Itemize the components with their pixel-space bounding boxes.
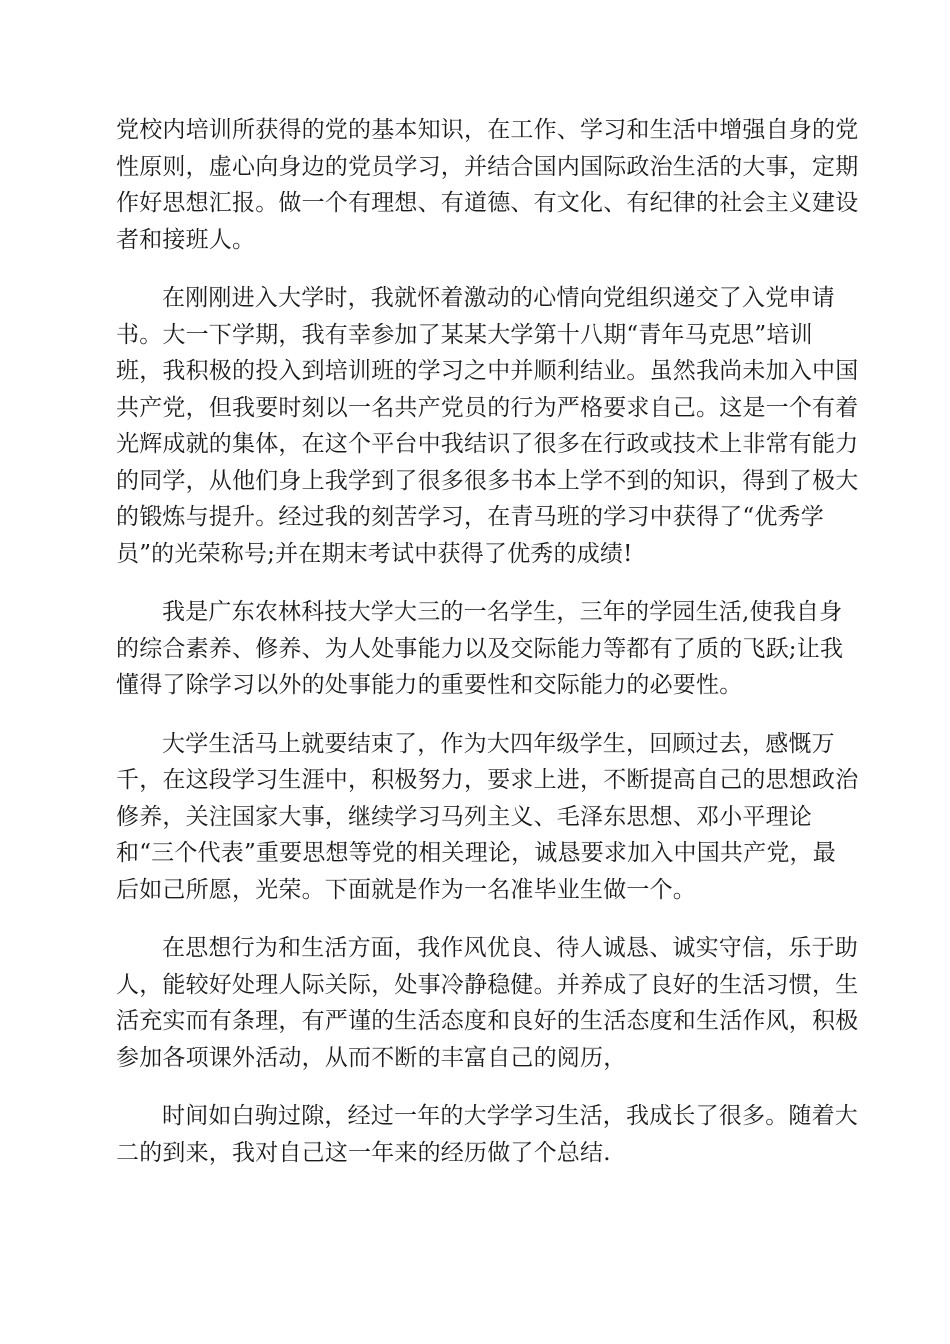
text-line: 在思想行为和生活方面，我作风优良、待人诚恳、诚实守信，乐于助 [162,935,858,961]
paragraph-2 [116,280,859,572]
text-line: 者和接班人。 [116,226,256,253]
text-line: 共产党，但我要时刻以一名共产党员的行为严格要求自己。这是一个有着 [116,394,859,421]
text-line: 懂得了除学习以外的处事能力的重要性和交际能力的必要性。 [116,672,743,698]
text-line: 书。大一下学期，我有幸参加了某某大学第十八期“青年马克思”培训 [116,321,813,348]
paragraph-4 [116,726,859,909]
text-line: 的锻炼与提升。经过我的刻苦学习，在青马班的学习中获得了“优秀学 [116,504,824,530]
text-line: 和“三个代表”重要思想等党的相关理论，诚恳要求加入中国共产党，最 [116,840,836,866]
text-line: 活充实而有条理，有严谨的生活态度和良好的生活态度和生活作风，积极 [116,1008,859,1034]
text-line: 员”的光荣称号;并在期末考试中获得了优秀的成绩! [116,540,633,567]
text-line: 二的到来，我对自己这一年来的经历做了个总结. [116,1139,611,1166]
text-line: 参加各项课外活动，从而不断的丰富自己的阅历， [116,1044,627,1071]
text-line: 后如己所愿，光荣。下面就是作为一名准毕业生做一个。 [116,876,696,903]
paragraph-5 [116,930,859,1076]
document-page [116,112,859,1193]
paragraph-3 [116,594,844,704]
text-line: 党校内培训所获得的党的基本知识，在工作、学习和生活中增强自身的党 [116,117,859,143]
text-line: 班，我积极的投入到培训班的学习之中并顺利结业。虽然我尚未加入中国 [116,358,859,384]
text-line: 的同学，从他们身上我学到了很多很多书本上学不到的知识，得到了极大 [116,467,859,494]
paragraph-1 [116,112,859,258]
text-line: 千，在这段学习生涯中，积极努力，要求上进，不断提高自己的思想政治 [116,767,859,793]
text-line: 性原则，虚心向身边的党员学习，并结合国内国际政治生活的大事，定期 [116,153,859,180]
text-line: 人，能较好处理人际关际，处事冷静稳健。并养成了良好的生活习惯，生 [116,971,859,998]
text-line: 我是广东农林科技大学大三的一名学生，三年的学园生活,使我自身 [162,599,843,625]
paragraph-6 [116,1098,858,1171]
text-line: 大学生活马上就要结束了，作为大四年级学生，回顾过去，感慨万 [162,730,835,757]
text-line: 作好思想汇报。做一个有理想、有道德、有文化、有纪律的社会主义建设 [116,190,859,216]
text-line: 修养，关注国家大事，继续学习马列主义、毛泽东思想、邓小平理论 [116,803,812,830]
text-line: 在刚刚进入大学时，我就怀着激动的心情向党组织递交了入党申请 [162,285,835,311]
text-line: 时间如白驹过隙，经过一年的大学学习生活，我成长了很多。随着大 [162,1103,858,1129]
text-line: 的综合素养、修养、为人处事能力以及交际能力等都有了质的飞跃;让我 [116,635,844,662]
text-line: 光辉成就的集体，在这个平台中我结识了很多在行政或技术上非常有能力 [116,431,859,457]
